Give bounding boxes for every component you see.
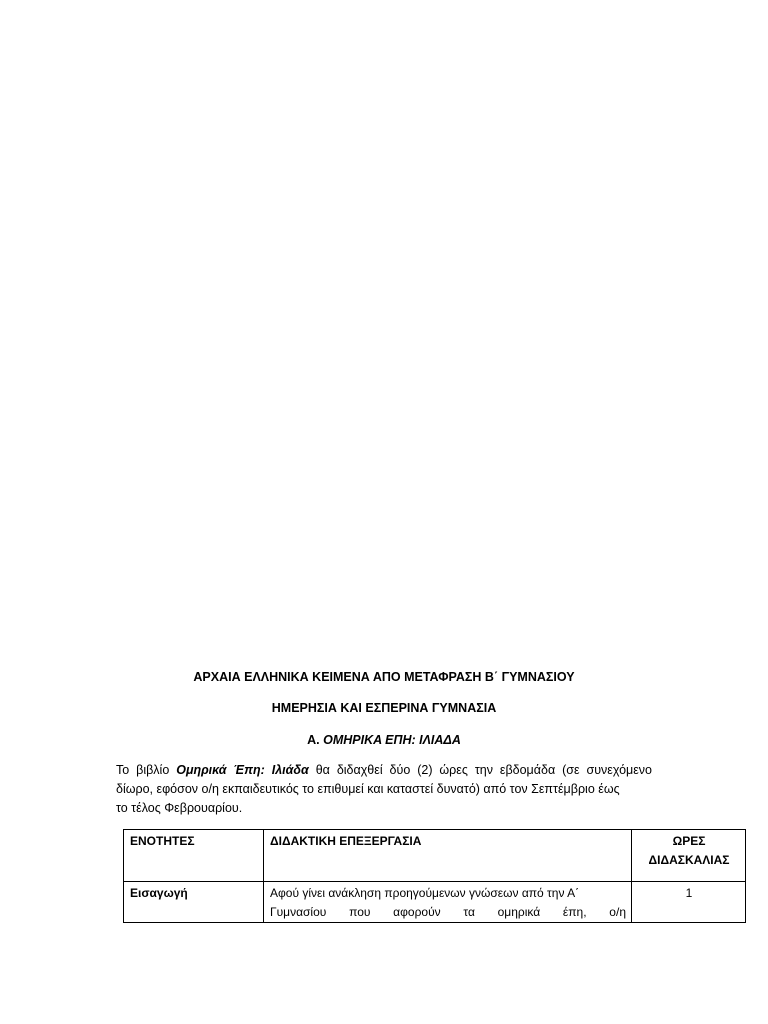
intro-line-3: το τέλος Φεβρουαρίου.: [116, 801, 243, 815]
table-header-row: [124, 830, 746, 882]
row-processing: [264, 882, 632, 923]
intro-line-1: [116, 761, 652, 780]
row-unit: Εισαγωγή: [124, 882, 264, 923]
row-processing-line-1: Αφού γίνει ανάκληση προηγούμενων γνώσεων από την Α΄: [270, 886, 580, 900]
book-title: Ομηρικά Έπη: Ιλιάδα: [176, 763, 309, 777]
header-hours: [632, 830, 746, 882]
header-hours-line-1: ΩΡΕΣ: [672, 834, 706, 848]
section-prefix: Α.: [307, 733, 320, 747]
intro-line-2: δίωρο, εφόσον ο/η εκπαιδευτικός το επιθυμεί και καταστεί δυνατό) από τον Σεπτέμβριο έως: [116, 782, 620, 796]
intro-line-1-after: θα διδαχθεί δύο (2) ώρες την εβδομάδα (σε συνεχόμενο: [308, 763, 653, 777]
header-units: ΕΝΟΤΗΤΕΣ: [124, 830, 264, 882]
row-processing-line-2: Γυμνασίου που αφορούν τα ομηρικά έπη, ο/η: [270, 905, 626, 919]
header-hours-line-2: ΔΙΔΑΣΚΑΛΙΑΣ: [648, 853, 730, 867]
units-table: [123, 829, 746, 923]
header-processing: ΔΙΔΑΚΤΙΚΗ ΕΠΕΞΕΡΓΑΣΙΑ: [264, 830, 632, 882]
section-heading: [0, 732, 768, 748]
intro-paragraph: [116, 761, 652, 818]
intro-line-1-before: Το βιβλίο: [116, 763, 177, 777]
document-subtitle: ΗΜΕΡΗΣΙΑ ΚΑΙ ΕΣΠΕΡΙΝΑ ΓΥΜΝΑΣΙΑ: [271, 701, 497, 715]
row-hours: 1: [632, 882, 746, 923]
table-row: [124, 882, 746, 923]
document-title: ΑΡΧΑΙΑ ΕΛΛΗΝΙΚΑ ΚΕΙΜΕΝΑ ΑΠΟ ΜΕΤΑΦΡΑΣΗ Β΄ ΓΥΜΝΑΣΙΟΥ: [193, 670, 575, 684]
section-title: ΟΜΗΡΙΚΑ ΕΠΗ: ΙΛΙΑΔΑ: [323, 733, 461, 747]
